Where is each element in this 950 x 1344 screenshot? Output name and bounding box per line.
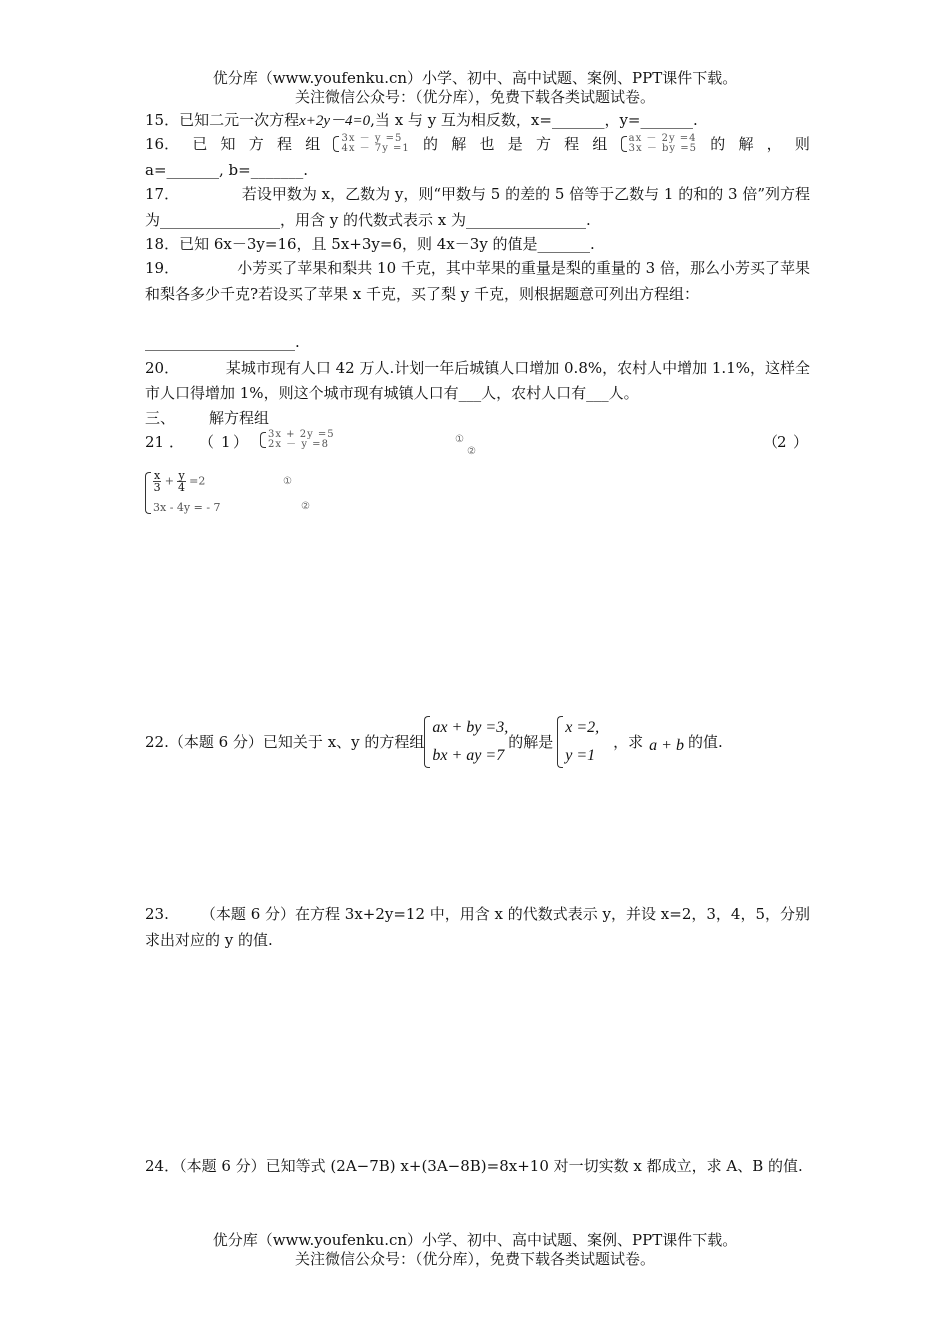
question-20-line-2: 市人口得增加 1%，则这个城市现有城镇人口有___人，农村人口有___人。 (145, 384, 639, 402)
q16-m1: 解 (451, 135, 467, 153)
question-17-line-2: 为________________，用含 y 的代数式表示 x 为________________. (145, 211, 591, 229)
q16-c2: 知 (220, 135, 236, 153)
q17-number: 17． (145, 185, 180, 203)
q16-e3: 则 (794, 135, 810, 153)
q16-e0: 的 (710, 135, 726, 153)
q16-m0: 的 (423, 135, 439, 153)
header-line-2: 关注微信公众号：（优分库），免费下载各类试题试卷。 (294, 88, 655, 106)
q21-sys1-row1: 3x + 2y =5 (268, 429, 335, 440)
question-16 (145, 132, 810, 156)
q16-sys2-row2: 3x － by =5 (628, 143, 697, 154)
q16-sys1-row1: 3x － y =5 (341, 133, 403, 144)
q21-sys2-mark-2: ② (301, 501, 310, 512)
question-23-line-2: 求出对应的 y 的值. (145, 931, 273, 949)
q22-sys1-row1: ax + by =3, (432, 719, 509, 736)
q16-c1: 已 (192, 135, 208, 153)
q21-sys1-row2: 2x － y =8 (268, 439, 329, 450)
q21-frac2-num: y (178, 469, 185, 482)
q22-sys2-row1: x =2, (565, 719, 600, 736)
header-line-1: 优分库（www.youfenku.cn）小学、初中、高中试题、案例、PPT课件下载。 (212, 69, 738, 87)
question-15 (145, 110, 810, 131)
q22-sys2-row2: y =1 (565, 747, 596, 764)
q16-system-2 (621, 134, 697, 154)
q15-number: 15．已知二元一次方程 (145, 111, 300, 129)
q16-sys1-row2: 4x － 7y =1 (341, 143, 410, 154)
q19-text: 小芳买了苹果和梨共 10 千克，其中苹果的重量是梨的重量的 3 倍，那么小芳买了苹果 (237, 259, 810, 277)
question-17-line-1 (145, 184, 810, 204)
q16-m3: 是 (507, 135, 523, 153)
question-21 (145, 430, 810, 456)
q16-system-1 (333, 134, 409, 154)
q21-part-2: 2 (777, 433, 787, 451)
q16-m6: 组 (592, 135, 608, 153)
section-3-title: 解方程组 (209, 409, 270, 427)
q17-text: 若设甲数为 x，乙数为 y，则“甲数与 5 的差的 5 倍等于乙数与 1 的和的 3 倍”列方程 (241, 185, 810, 203)
q23-number: 23. (145, 905, 169, 923)
q16-c3: 方 (248, 135, 264, 153)
q16-line-2: a=_______, b=_______. (145, 161, 308, 179)
q22-system-2 (557, 714, 599, 770)
question-24: 24．（本题 6 分）已知等式 (2A−7B) x+(3A−8B)=8x+10 对一切实数 x 都成立，求 A、B 的值. (145, 1157, 803, 1175)
q21-frac2-den: 4 (178, 481, 186, 494)
footer-line-2: 关注微信公众号：（优分库），免费下载各类试题试卷。 (294, 1250, 655, 1268)
q21-sys2-mark-1: ① (283, 476, 292, 487)
q21-paren-close: ） (233, 433, 249, 451)
q16-c0: 16． (145, 135, 180, 153)
q16-c4: 程 (277, 135, 293, 153)
q20-text: 某城市现有人口 42 万人.计划一年后城镇人口增加 0.8%，农村人中增加 1.1%，这样全 (225, 359, 810, 377)
q22-pre: 22.（本题 6 分）已知关于 x、y 的方程组 (145, 733, 425, 751)
q22-system-1 (424, 714, 508, 770)
q21-part-1: 1 (221, 433, 231, 451)
question-22 (145, 714, 810, 770)
question-19-line-1 (145, 258, 810, 278)
q16-m2: 也 (479, 135, 495, 153)
question-18: 18．已知 6x－3y=16，且 5x+3y=6，则 4x－3y 的值是_______. (145, 235, 595, 253)
q16-e1: 解 (738, 135, 754, 153)
question-19-line-2: 和梨各多少千克?若设买了苹果 x 千克，买了梨 y 千克，则根据题意可列出方程组： (145, 285, 700, 303)
q21-frac-y4 (177, 470, 185, 493)
q21-number: 21 (145, 433, 165, 451)
q21-paren-open: （ (199, 433, 215, 451)
q22-post-2: 的值. (687, 733, 723, 751)
q22-sys1-row2: bx + ay =7 (432, 747, 505, 764)
q21-paren2-open: （ (763, 433, 779, 451)
q21-sys2-row1-rest: =2 (189, 474, 206, 488)
q16-m5: 程 (564, 135, 580, 153)
q15-text: ,当 x 与 y 互为相反数，x=_______，y=_______. (370, 111, 698, 129)
q21-frac-x3 (153, 470, 161, 493)
section-3-heading (145, 408, 810, 428)
q20-number: 20． (145, 359, 180, 377)
question-23-line-1 (145, 904, 810, 924)
q16-e2: ， (766, 135, 782, 153)
section-3-number: 三、 (145, 409, 176, 427)
q21-sys2-row2: 3x - 4y = - 7 (153, 501, 221, 514)
footer-line-1: 优分库（www.youfenku.cn）小学、初中、高中试题、案例、PPT课件下载。 (212, 1231, 738, 1249)
q21-mark-2: ② (467, 446, 476, 457)
q22-mid: 的解是 (508, 733, 554, 751)
question-20-line-1 (145, 358, 810, 378)
q16-c5: 组 (305, 135, 321, 153)
q21-system-2 (145, 470, 345, 516)
q15-equation: x+2y－4=0 (299, 113, 371, 129)
q21-frac1-num: x (154, 469, 161, 482)
q21-paren2-close: ） (793, 433, 809, 451)
q23-text: （本题 6 分）在方程 3x+2y=12 中，用含 x 的代数式表示 y，并设 x=2，3，4，5，分别 (200, 905, 810, 923)
q22-expr: a + b (649, 737, 684, 754)
q16-m4: 方 (535, 135, 551, 153)
q21-frac1-den: 3 (153, 481, 161, 494)
q19-number: 19． (145, 259, 180, 277)
q21-dot: ． (169, 433, 185, 451)
question-19-answer-blank: ____________________. (145, 333, 300, 351)
q21-sys2-row1: $\frac{x}{3}$ + $\frac{y}{4}$ =2 (153, 469, 206, 494)
q21-system-1 (260, 430, 335, 450)
q21-mark-1: ① (455, 434, 464, 445)
q22-post-1: ，求 (613, 733, 644, 751)
q16-sys2-row1: ax － 2y =4 (628, 133, 697, 144)
